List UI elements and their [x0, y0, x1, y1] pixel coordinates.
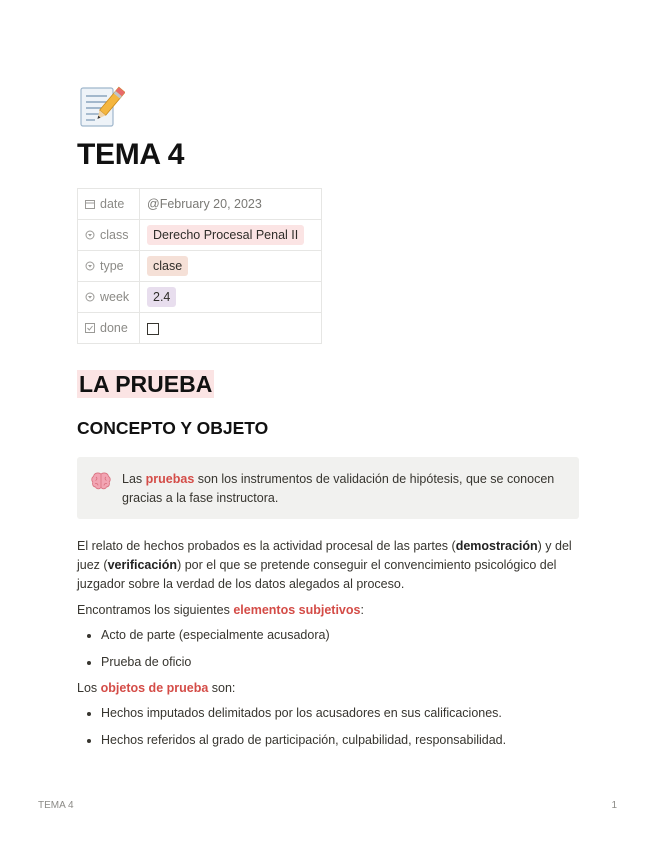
paragraph-objetos: Los objetos de prueba son: — [77, 681, 236, 695]
properties-table — [77, 188, 322, 344]
highlight-pruebas: pruebas — [145, 472, 195, 486]
date-value[interactable]: @February 20, 2023 — [140, 189, 322, 220]
property-label: date — [78, 189, 140, 220]
list-item: • Acto de parte (especialmente acusadora) — [101, 626, 579, 645]
highlight-elementos-subjetivos: elementos subjetivos — [233, 603, 361, 617]
highlight-objetos-de-prueba: objetos de prueba — [100, 681, 209, 695]
page-number: 1 — [611, 800, 617, 811]
property-label: type — [78, 251, 140, 282]
checkbox-icon — [85, 323, 95, 333]
property-label: week — [78, 282, 140, 313]
select-icon — [85, 261, 95, 271]
brain-icon — [90, 470, 112, 492]
select-icon — [85, 230, 95, 240]
property-row-type — [78, 251, 322, 282]
heading-la-prueba: LA PRUEBA — [79, 371, 213, 397]
property-row-done — [78, 313, 322, 344]
page-content — [77, 82, 579, 750]
calendar-icon — [85, 199, 95, 209]
objetos-list — [77, 704, 579, 750]
paragraph-relato: El relato de hechos probados es la actividad procesal de las partes (demostración) y del juez (verificación) por el que se pretende conseguir el convencimiento psicológico del juzgador sobre la verdad de los datos alegados al proceso. — [77, 539, 572, 591]
property-label: class — [78, 220, 140, 251]
property-label: done — [78, 313, 140, 344]
done-checkbox[interactable] — [147, 323, 159, 335]
bold-demostracion: demostración — [455, 539, 538, 553]
type-tag[interactable]: clase — [147, 256, 188, 276]
memo-icon — [77, 82, 125, 130]
callout-block — [77, 457, 579, 519]
bold-verificacion: verificación — [107, 558, 178, 572]
list-item: • Hechos referidos al grado de participación, culpabilidad, responsabilidad. — [101, 731, 579, 750]
week-tag[interactable]: 2.4 — [147, 287, 176, 307]
page-title: TEMA 4 — [77, 138, 185, 171]
property-row-date — [78, 189, 322, 220]
list-item: • Prueba de oficio — [101, 653, 579, 672]
footer-title: TEMA 4 — [38, 800, 74, 811]
paragraph-elementos: Encontramos los siguientes elementos subjetivos: — [77, 603, 364, 617]
elementos-list — [77, 626, 579, 672]
property-row-week — [78, 282, 322, 313]
list-item: • Hechos imputados delimitados por los acusadores en sus calificaciones. — [101, 704, 579, 723]
select-icon — [85, 292, 95, 302]
property-row-class — [78, 220, 322, 251]
class-tag[interactable]: Derecho Procesal Penal II — [147, 225, 304, 245]
callout-text: Las pruebas son los instrumentos de validación de hipótesis, que se conocen gracias a la fase instructora. — [122, 472, 555, 505]
heading-concepto-y-objeto: CONCEPTO Y OBJETO — [77, 418, 269, 438]
